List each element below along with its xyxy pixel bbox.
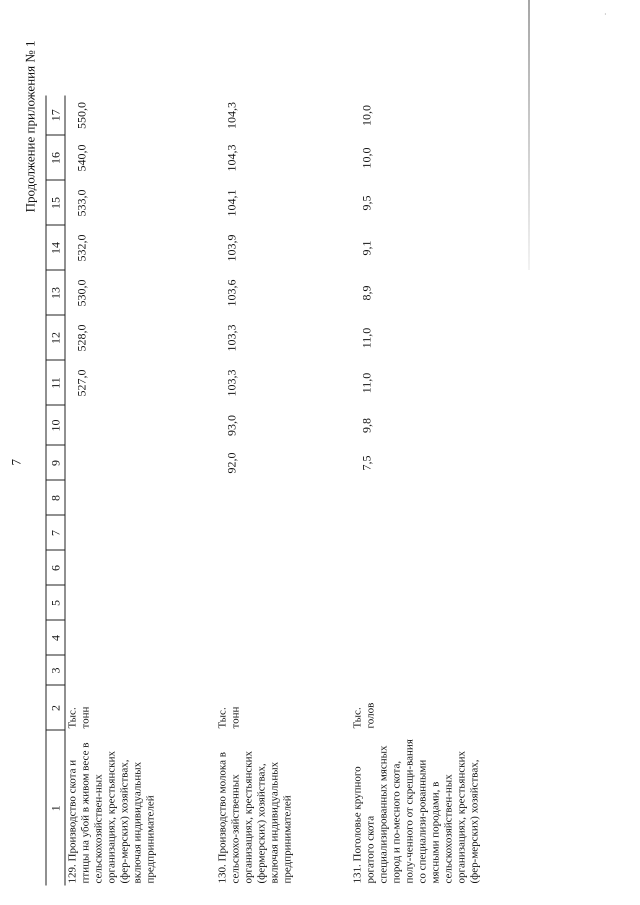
value-cell xyxy=(215,515,350,550)
column-header: 13 xyxy=(46,270,65,315)
column-header: 6 xyxy=(46,550,65,585)
value-cell xyxy=(65,445,215,480)
column-header: 11 xyxy=(46,360,65,405)
value-cell: 8,9 xyxy=(358,285,373,300)
value-cell xyxy=(215,480,350,515)
value-cell: 9,1 xyxy=(358,240,373,255)
value-cell: 530,0 xyxy=(74,279,88,306)
value-cell xyxy=(65,515,215,550)
value-cell: 103,3 xyxy=(223,324,238,351)
unit-cell: Тыс. голов xyxy=(350,702,376,728)
value-cell xyxy=(65,480,215,515)
column-header: 15 xyxy=(46,180,65,225)
value-cell: 10,0 xyxy=(358,147,373,168)
unit-cell: Тыс. тонн xyxy=(66,706,91,728)
value-cell xyxy=(215,620,350,655)
column-header: 12 xyxy=(46,315,65,360)
value-cell xyxy=(215,550,350,585)
indicator-name: 130. Производство молока в сельскохо-зяйственных организациях, крестьянских (фермерских) хозяйствах, включая индивидуальных предпринимателей xyxy=(215,750,293,883)
value-cell xyxy=(65,550,215,585)
value-cell xyxy=(350,515,580,550)
value-cell xyxy=(65,405,215,445)
value-cell: 104,3 xyxy=(223,101,238,129)
column-header: 1 xyxy=(46,730,65,885)
value-cell xyxy=(350,655,580,685)
value-cell: 103,9 xyxy=(223,234,238,261)
value-cell: 104,3 xyxy=(223,144,238,171)
value-cell xyxy=(215,655,350,685)
value-cell: 528,0 xyxy=(74,324,88,351)
value-cell: 7,5 xyxy=(358,455,373,470)
column-header: 8 xyxy=(46,480,65,515)
indicator-name: 131. Поголовье крупного рогатого скота специализированных мясных пород и по-месного скота, полу-ченного от скрещи-вания со специализи-рованными мясными породами, в сельскохозяйствен-ных организациях, крестьянских (фер-мерских) хозяйствах, xyxy=(350,738,480,883)
value-cell: 11,0 xyxy=(358,327,373,348)
value-cell xyxy=(350,620,580,655)
column-header: 2 xyxy=(46,685,65,730)
unit-cell: Тыс. тонн xyxy=(215,706,241,728)
value-cell: 103,3 xyxy=(223,369,238,396)
value-cell xyxy=(65,585,215,620)
column-header: 3 xyxy=(46,655,65,685)
header-row xyxy=(46,95,65,885)
value-cell: 10,0 xyxy=(358,104,373,126)
indicator-name: 129. Производство скота и птицы на убой в живом весе в сельскохозяйствен-ных организациях, крестьянских (фер-мерских) хозяйствах, включая индивидуальных предпринимателей xyxy=(66,742,156,883)
value-cell xyxy=(350,480,580,515)
value-cell: 92,0 xyxy=(223,452,238,473)
column-header: 9 xyxy=(46,445,65,480)
value-cell: 103,6 xyxy=(223,279,238,306)
column-header: 14 xyxy=(46,225,65,270)
value-cell: 93,0 xyxy=(223,414,238,436)
value-cell xyxy=(65,655,215,685)
value-cell: 533,0 xyxy=(74,189,88,216)
column-header: 4 xyxy=(46,620,65,655)
value-cell: 11,0 xyxy=(358,372,373,393)
column-header: 16 xyxy=(46,135,65,180)
table-row xyxy=(215,95,350,885)
value-cell: 540,0 xyxy=(74,144,88,171)
column-header: 10 xyxy=(46,405,65,445)
corner-mark: · xyxy=(604,10,607,19)
column-header: 7 xyxy=(46,515,65,550)
value-cell: 527,0 xyxy=(74,369,88,396)
value-cell: 9,8 xyxy=(358,417,373,433)
value-cell: 550,0 xyxy=(74,101,88,129)
data-table xyxy=(45,95,580,885)
value-cell xyxy=(215,585,350,620)
value-cell xyxy=(65,620,215,655)
value-cell: 9,5 xyxy=(358,195,373,210)
continuation-label: Продолжение приложения № 1 xyxy=(22,40,37,212)
table-row xyxy=(65,95,215,885)
table-row xyxy=(350,95,580,885)
page-number: 7 xyxy=(8,458,23,465)
column-header: 17 xyxy=(46,95,65,135)
value-cell xyxy=(350,550,580,585)
value-cell: 104,1 xyxy=(223,189,238,216)
column-header: 5 xyxy=(46,585,65,620)
value-cell xyxy=(350,585,580,620)
value-cell: 532,0 xyxy=(74,234,88,261)
